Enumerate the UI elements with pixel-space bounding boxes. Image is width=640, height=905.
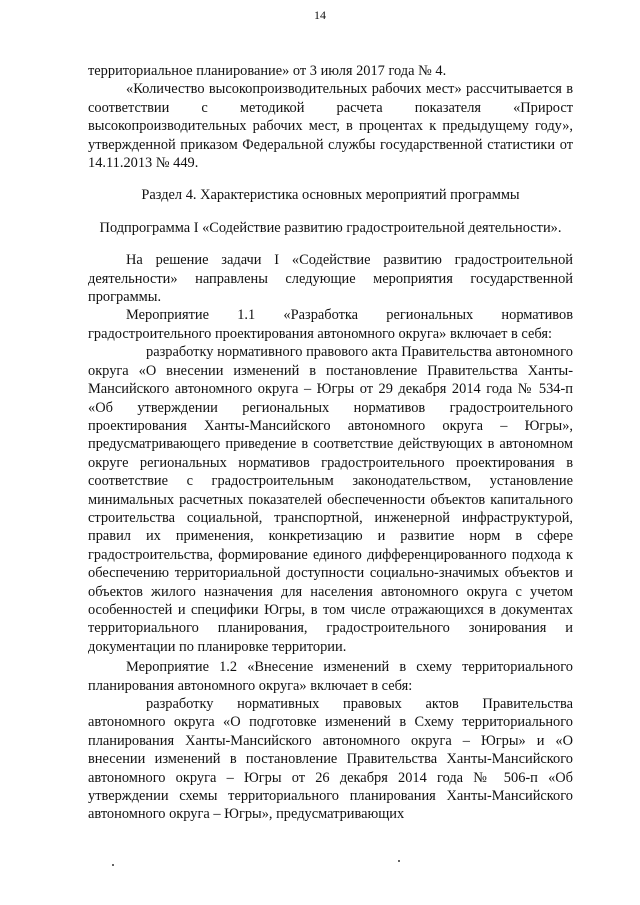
paragraph-continuation: территориальное планирование» от 3 июля 2017 года № 4. bbox=[88, 63, 447, 79]
scan-speck bbox=[398, 860, 400, 862]
paragraph-measure-1-2: Мероприятие 1.2 «Внесение изменений в схему территориального планирования автономного округа» включает в себя: bbox=[88, 659, 573, 694]
paragraph-task-intro: На решение задачи I «Содействие развитию градостроительной деятельности» направлены следующие мероприятия государственной программы. bbox=[88, 252, 573, 306]
paragraph-measure-1-1-details: разработку нормативного правового акта Правительства автономного округа «О внесении изменений в постановление Правительства Ханты-Мансийского автономного округа – Югры от 29 декабря 2014 года № 534-п «Об утверждении региональных нормативов градостроительного проектирования Ханты-Мансийского автономного округа – Югры», предусматривающего приведение в соответствие действующих в автономном округе региональных нормативов градостроительного проектирования в соответствие с градостроительным законодательством, установление минимальных расчетных показателей обеспеченности объектов капитального строительства социальной, транспортной, инженерной инфраструктурой, правил их применения, конкретизацию и развитие норм в сфере градостроительства, формирование единого дифференцированного подхода к обеспечению территориальной доступности социально-значимых объектов и объектов жилого назначения для населения автономного округа с учетом особенностей и специфики Югры, в том числе отражающихся в документах территориального планирования, градостроительного зонирования и документации по планировке территории. bbox=[88, 344, 573, 655]
subprogram-heading: Подпрограмма I «Содействие развитию градостроительной деятельности». bbox=[99, 219, 562, 236]
paragraph-jobs-indicator: «Количество высокопроизводительных рабочих мест» рассчитывается в соответствии с методикой расчета показателя «Прирост высокопроизводительных рабочих мест, в процентах к предыдущему году», утвержденной приказом Федеральной службы государственной статистики от 14.11.2013 № 449. bbox=[88, 81, 573, 172]
scan-speck bbox=[112, 864, 114, 866]
page-content bbox=[88, 62, 573, 824]
section-heading: Раздел 4. Характеристика основных мероприятий программы bbox=[141, 187, 520, 204]
paragraph-measure-1-1: Мероприятие 1.1 «Разработка региональных нормативов градостроительного проектирования автономного округа» включает в себя: bbox=[88, 307, 573, 342]
page-number: 14 bbox=[314, 8, 326, 22]
paragraph-measure-1-2-details: разработку нормативных правовых актов Правительства автономного округа «О подготовке изменений в Схему территориального планирования Ханты-Мансийского автономного округа – Югры» и «О внесении изменений в постановление Правительства Ханты-Мансийского автономного округа – Югры от 26 декабря 2014 года № 506-п «Об утверждении схемы территориального планирования Ханты-Мансийского автономного округа – Югры», предусматривающих bbox=[88, 696, 573, 823]
